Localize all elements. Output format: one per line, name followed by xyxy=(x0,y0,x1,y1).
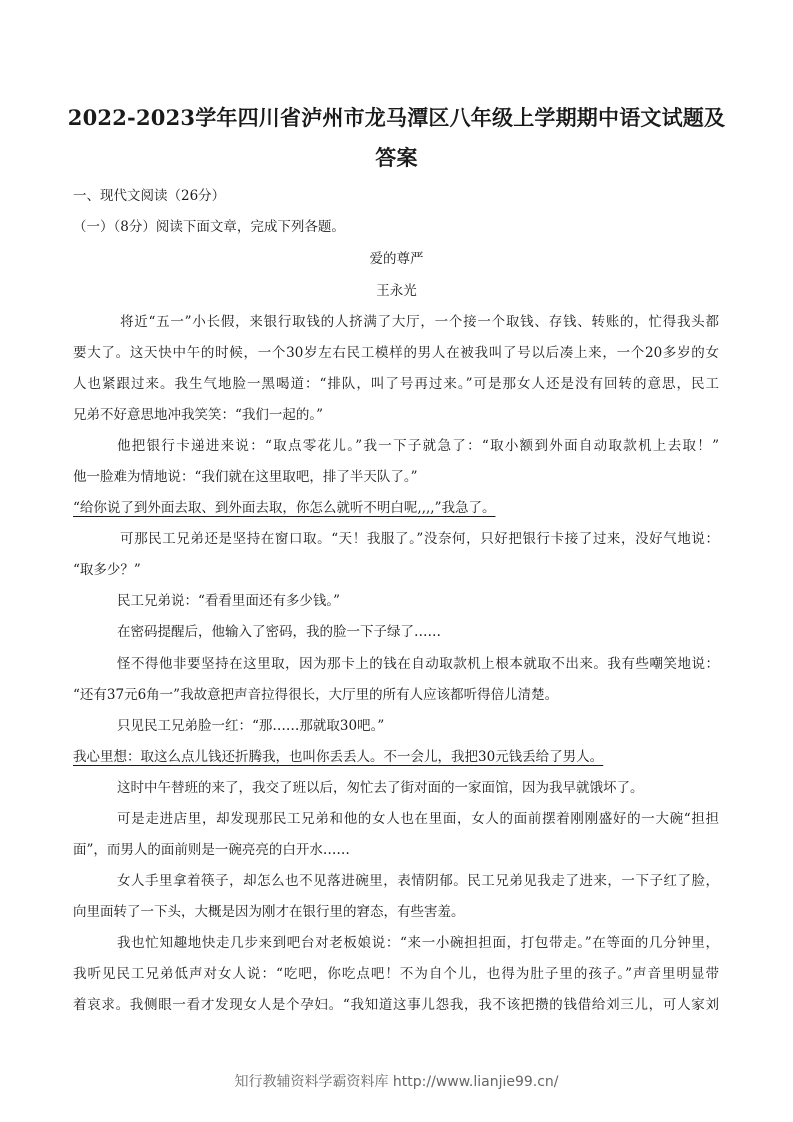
text-line: 人也紧跟过来。我生气地脸一黑喝道：“排队，叫了号再过来。”可是那女人还是没有回转的意思，民工 xyxy=(73,376,719,392)
text-line: 我也忙知趣地快走几步来到吧台对老板娘说：“来一小碗担担面，打包带走。”在等面的几分钟里， xyxy=(117,935,719,951)
subsection-heading: （一）（8分）阅读下面文章，完成下列各题。 xyxy=(73,219,345,235)
text-line: 着哀求。我侧眼一看才发现女人是个孕妇。“我知道这事儿怨我，我不该把攒的钱借给刘三儿，可人家刘 xyxy=(73,997,719,1013)
title-line-2: 答案 xyxy=(375,145,418,170)
text-line: 怪不得他非要坚持在这里取，因为那卡上的钱在自动取款机上根本就取不出来。我有些嘲笑地说： xyxy=(117,656,719,672)
text-line: 将近“五一”小长假，来银行取钱的人挤满了大厅，一个接一个取钱、存钱、转账的，忙得我头都 xyxy=(120,314,719,330)
text-line: 他一脸难为情地说：“我们就在这里取吧，排了半天队了。” xyxy=(73,469,418,485)
text-line: 女人手里拿着筷子，却怎么也不见落进碗里，表情阴郁。民工兄弟见我走了进来，一下子红了脸， xyxy=(117,873,719,889)
text-line: 我听见民工兄弟低声对女人说：“吃吧，你吃点吧！不为自个儿，也得为肚子里的孩子。”声音里明显带 xyxy=(73,966,719,982)
text-line: 要大了。这天快中午的时候，一个30岁左右民工模样的男人在被我叫了号以后凑上来，一个20多岁的女 xyxy=(73,345,719,361)
page-footer: 知行教辅资料学霸资料库 http://www.lianjie99.cn/ xyxy=(234,1074,559,1090)
text-line: “还有37元6角一”我故意把声音拉得很长，大厅里的所有人应该都听得倍儿清楚。 xyxy=(73,687,559,703)
text-line: 在密码提醒后，他输入了密码，我的脸一下子绿了…… xyxy=(117,624,441,640)
text-line: “取多少？” xyxy=(73,562,141,578)
text-line: 民工兄弟说：“看看里面还有多少钱。” xyxy=(117,593,341,609)
underlined-sentence: “给你说了到外面去取、到外面去取，你怎么就听不明白呢,,,,”我急了。 xyxy=(73,500,496,516)
text-line: 兄弟不好意思地冲我笑笑：“我们一起的。” xyxy=(73,407,324,423)
text-line: 面”，而男人的面前则是一碗亮亮的白开水…… xyxy=(73,842,350,858)
text-line: 只见民工兄弟脸一红：“那……那就取30吧。” xyxy=(117,718,385,734)
article-author: 王永光 xyxy=(376,283,417,299)
title-line-1: 2022-2023学年四川省泸州市龙马潭区八年级上学期期中语文试题及 xyxy=(67,105,726,130)
text-line: 向里面转了一下头，大概是因为刚才在银行里的窘态，有些害羞。 xyxy=(73,904,465,920)
document-title xyxy=(60,98,733,178)
text-line: 可那民工兄弟还是坚持在窗口取。“天！我服了。”没奈何，只好把银行卡接了过来，没好气地说： xyxy=(120,531,719,547)
section-heading: 一、现代文阅读（26分） xyxy=(73,188,226,204)
underlined-sentence: 我心里想：取这么点儿钱还折腾我，也叫你丢丢人。不一会儿，我把30元钱丢给了男人。 xyxy=(73,749,604,765)
text-line: 这时中午替班的来了，我交了班以后，匆忙去了街对面的一家面馆，因为我早就饿坏了。 xyxy=(117,780,644,796)
article-title: 爱的尊严 xyxy=(369,251,424,267)
text-line: 他把银行卡递进来说：“取点零花儿。”我一下子就急了：“取小额到外面自动取款机上去取！” xyxy=(117,438,719,454)
text-line: 可是走进店里，却发现那民工兄弟和他的女人也在里面，女人的面前摆着刚刚盛好的一大碗“担担 xyxy=(117,811,719,827)
